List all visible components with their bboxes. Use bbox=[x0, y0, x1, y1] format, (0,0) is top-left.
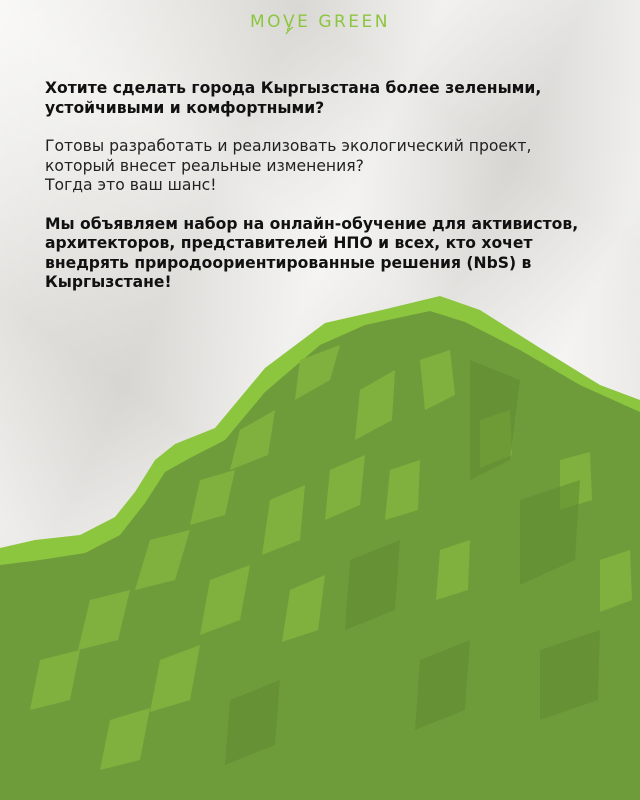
headline: Хотите сделать города Кыргызстана более зелеными, устойчивыми и комфортными? bbox=[45, 79, 542, 117]
logo-text-v: V bbox=[283, 12, 298, 32]
body-call: Тогда это ваш шанс! bbox=[45, 176, 217, 194]
announcement: Мы объявляем набор на онлайн-обучение для активистов, архитекторов, представителей НПО и всех, кто хочет внедрять природоориентированные решения (NbS) в Кыргызстане! bbox=[45, 214, 579, 291]
logo-text-right: E GREEN bbox=[297, 12, 391, 32]
logo-text-left: MO bbox=[249, 12, 284, 32]
body-question: Готовы разработать и реализовать экологический проект, который внесет реальные изменения? bbox=[45, 137, 532, 175]
